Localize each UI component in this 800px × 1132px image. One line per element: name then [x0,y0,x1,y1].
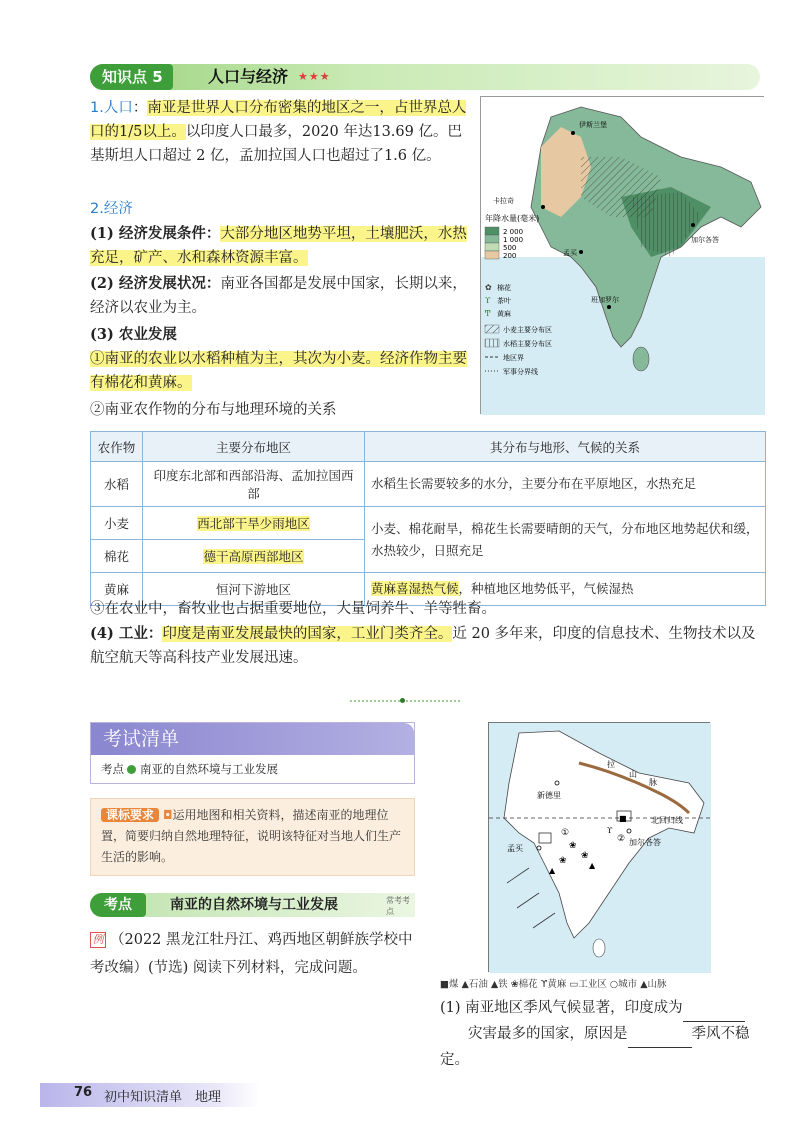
population-label: 1.人口 [90,100,133,116]
label-range-3: 脉 [649,778,657,787]
crop-distribution-table [90,431,766,606]
label-range-1: 拉 [607,760,615,769]
crop-name: 水稻 [91,462,143,507]
section-divider [350,700,460,704]
industry-highlight: 印度是南亚发展最快的国家，工业门类齐全。 [162,626,453,642]
industry-text: 近 20 多年来，印度的信息技术、生物技术以及航空航天等高科技产业发展迅速。 [90,626,756,666]
jute-icon: ϒ [607,826,613,835]
economy-label: 2.经济 [90,201,133,217]
example-icon: 例 [90,932,106,948]
legend-wheat: 小麦主要分布区 [503,326,552,334]
green-dot-icon [127,765,136,774]
table-header: 主要分布地区 [143,432,365,462]
econ-conditions-label: (1) 经济发展条件： [90,225,221,242]
exam-checklist-box [90,722,415,784]
rain-level-1: 2 000 [503,228,524,236]
econ-conditions [90,222,474,270]
agriculture-heading: (3) 农业发展 [90,326,177,343]
iron-icon: ▲ [589,861,596,870]
south-asia-map [480,96,764,414]
label-kolkata: 加尔各答 [629,838,661,847]
map2-graphic [489,723,711,973]
agriculture-point-2: ②南亚农作物的分布与地理环境的关系 [90,402,337,418]
city-dot [571,131,575,135]
exam-checklist-title: 考试清单 [91,723,414,755]
map-graphic [481,97,765,415]
city-dot [537,846,541,850]
requirement-label: 课标要求 [101,808,159,822]
exam-point-bar [90,893,415,917]
city-kolkata: 加尔各答 [691,236,719,244]
page-number: 76 [74,1085,93,1100]
marker-1: ① [561,828,570,838]
importance-stars: ★★★ [298,70,331,83]
econ-status [90,272,474,320]
rain-level-4: 200 [503,252,517,260]
example-intro [90,926,420,982]
livestock-point: ③在农业中，畜牧业也占据重要地位，大量饲养牛、羊等牲畜。 [90,601,496,617]
econ-status-text: 南亚各国都是发展中国家，长期以来，经济以农业为主。 [90,276,467,316]
cotton-icon: ✿ [485,283,492,292]
legend-boundary: 地区界 [503,354,524,362]
econ-status-label: (2) 经济发展状况： [90,275,221,292]
india-industry-map [488,722,710,972]
rain-legend-title: 年降水量(毫米) [485,214,540,223]
crop-region: 恒河下游地区 [143,573,365,606]
footer-title: 初中知识清单 地理 [104,1090,222,1105]
table-header-row [91,432,766,462]
city-islamabad: 伊斯兰堡 [579,121,607,129]
exam-checklist-sub: 考点 南亚的自然环境与工业发展 [101,762,278,776]
answer-blank-1[interactable] [683,996,745,1022]
city-dot [579,250,583,254]
requirement-text: 运用地图和相关资料，描述南亚的地理位置，简要归纳自然地理特征，说明该特征对当地人们生产生活的影响。 [101,808,402,864]
crop-region: 西北部干旱少雨地区 [143,507,365,540]
map2-legend: ■煤 ▲石油 ▲铁 ❀棉花 ϒ黄麻 ▭工业区 ○城市 ▲山脉 [440,979,667,990]
legend-cotton: 棉花 [497,284,511,292]
legend-tea: 茶叶 [497,297,511,305]
city-dot [541,205,545,209]
table-header: 其分布与地形、气候的关系 [365,432,766,462]
cotton-icon: ❀ [559,856,567,866]
exam-point-tag: 考点 [90,893,146,917]
exam-point-title: 南亚的自然环境与工业发展 [170,897,338,913]
rain-level-2: 1 000 [503,236,524,244]
coal-icon: ■ [619,814,627,823]
economy-heading [90,197,474,221]
econ-conditions-text: 大部分地区地势平坦，土壤肥沃，水热充足，矿产、水和森林资源丰富。 [90,226,467,266]
section-title: 人口与经济 [208,67,289,86]
legend-ceasefire: 军事分界线 [503,368,538,376]
bullet-icon: ◘ [163,808,173,822]
legend-jute: 黄麻 [497,310,511,318]
sri-lanka [633,347,649,371]
city-bangalore: 班加罗尔 [591,296,619,304]
crop-relation: 小麦、棉花耐旱，棉花生长需要晴朗的天气，分布地区地势起伏和缓，水热较少，日照充足 [365,507,766,573]
cotton-icon: ❀ [581,851,589,861]
crop-region: 德干高原西部地区 [143,540,365,573]
section-header [90,64,760,90]
crop-name: 小麦 [91,507,143,540]
crop-name: 棉花 [91,540,143,573]
label-new-delhi: 新德里 [537,791,561,800]
city-mumbai: 孟买 [563,249,577,257]
jute-icon: Ͳ [485,309,491,318]
city-dot [607,305,611,309]
label-tropic: 北回归线 [651,816,683,825]
industry-label: (4) 工业： [90,625,163,642]
crop-relation: 黄麻喜湿热气候，种植地区地势低平，气候湿热 [365,573,766,606]
city-dot [627,829,631,833]
city-karachi: 卡拉奇 [493,197,514,205]
city-dot [691,223,695,227]
population-text: 以印度人口最多，2020 年达13.69 亿。巴基斯坦人口超过 2 亿，孟加拉国人口也超过了1.6 亿。 [90,124,462,164]
table-row [91,507,766,540]
marker-2: ② [617,834,626,844]
sri-lanka [593,939,605,957]
population-highlight: 南亚是世界人口分布密集的地区之一，占世界总人口的1/5以上。 [90,100,467,140]
knowledge-point-tag: 知识点 5 [90,64,173,90]
population-paragraph: 1.人口：南亚是世界人口分布密集的地区之一，占世界总人口的1/5以上。以印度人口最多，2020 年达13.69 亿。巴基斯坦人口超过 2 亿，孟加拉国人口也超过了1.6 亿。 [90,100,467,164]
example-text: （2022 黑龙江牡丹江、鸡西地区朝鲜族学校中考改编）(节选) 阅读下列材料，完成问题。 [90,932,413,976]
cotton-icon: ❀ [569,841,577,851]
question-1: (1) 南亚地区季风气候显著，印度成为 灾害最多的国家，原因是 季风不稳定。 [440,996,770,1073]
crop-relation: 水稻生长需要较多的水分，主要分布在平原地区，水热充足 [365,462,766,507]
agriculture-point-1: ①南亚的农业以水稻种植为主，其次为小麦。经济作物主要有棉花和黄麻。 [90,351,467,391]
legend-rice: 水稻主要分布区 [503,340,552,348]
exam-point-frequency: 常考考点 [386,896,410,916]
table-row [91,462,766,507]
industry-paragraph [90,622,770,670]
tea-icon: ϒ [485,296,491,305]
crop-region: 印度东北部和西部沿海、孟加拉国西部 [143,462,365,507]
answer-blank-2[interactable] [628,1022,692,1048]
label-range-2: 山 [629,770,637,779]
curriculum-requirement [90,798,415,876]
oil-icon: ▲ [549,866,556,875]
crop-name: 黄麻 [91,573,143,606]
rain-level-3: 500 [503,244,517,252]
label-mumbai: 孟买 [507,844,523,853]
table-header: 农作物 [91,432,143,462]
city-dot [555,781,559,785]
